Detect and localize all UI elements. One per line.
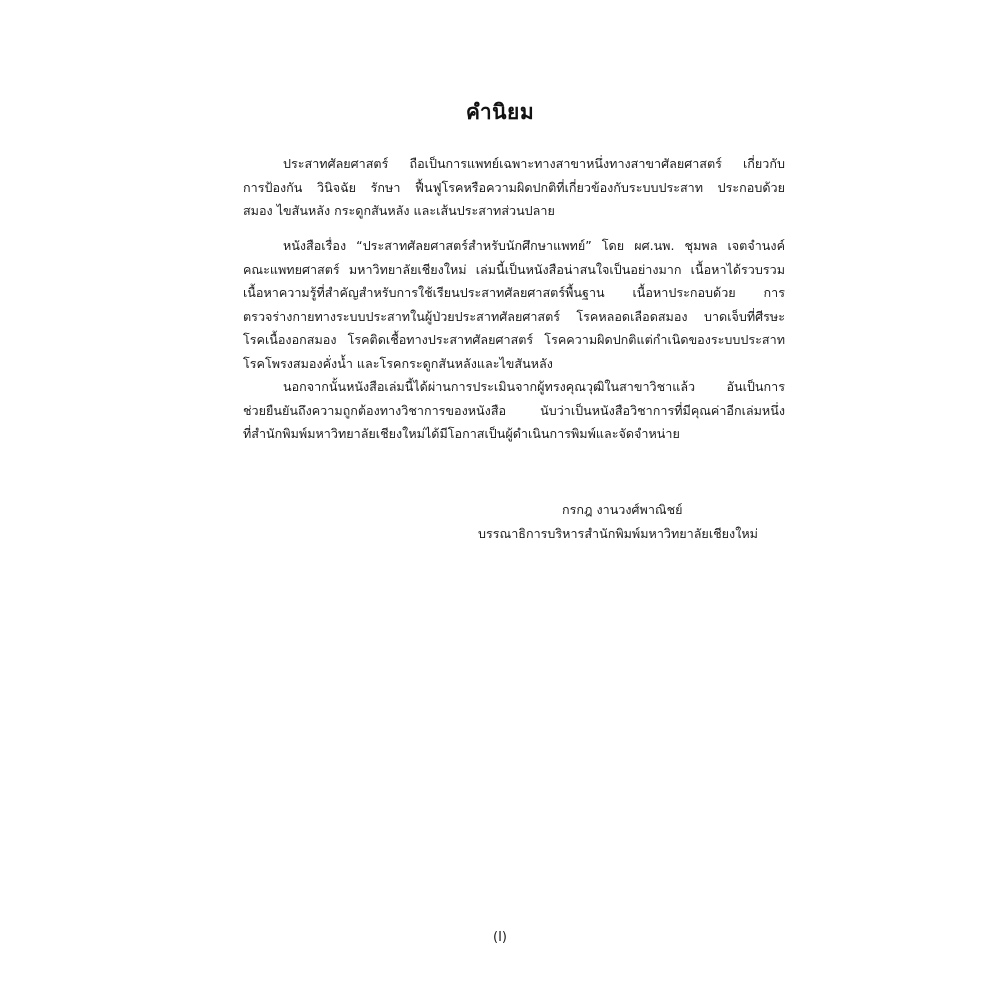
paragraph-line: ตรวจร่างกายทางระบบประสาทในผู้ป่วยประสาทศัลยศาสตร์ โรคหลอดเลือดสมอง บาดเจ็บที่ศีรษะ — [243, 308, 785, 324]
page-number: (I) — [493, 930, 507, 945]
paragraph-line: โรคเนื้องอกสมอง โรคติดเชื้อทางประสาทศัลยศาสตร์ โรคความผิดปกติแต่กำเนิดของระบบประสาท — [243, 332, 785, 347]
paragraph-line: คณะแพทยศาสตร์ มหาวิทยาลัยเชียงใหม่ เล่มนี้เป็นหนังสือน่าสนใจเป็นอย่างมาก เนื้อหาได้รวบรวม — [243, 261, 785, 277]
paragraph-line: สมอง ไขสันหลัง กระดูกสันหลัง และเส้นประสาทส่วนปลาย — [243, 203, 555, 218]
paragraph-line: โรคโพรงสมองคั่งน้ำ และโรคกระดูกสันหลังและไขสันหลัง — [243, 355, 553, 371]
signature-block — [478, 498, 798, 546]
paragraph-3 — [243, 375, 785, 446]
paragraph-line: การป้องกัน วินิจฉัย รักษา ฟื้นฟูโรคหรือความผิดปกติที่เกี่ยวข้องกับระบบประสาท ประกอบด้วย — [243, 179, 785, 195]
paragraph-2 — [243, 234, 785, 375]
paragraph-line: หนังสือเรื่อง “ประสาทศัลยศาสตร์สำหรับนักศึกษาแพทย์” โดย ผศ.นพ. ชุมพล เจตจำนงค์ — [283, 238, 785, 253]
paragraph-line: ที่สำนักพิมพ์มหาวิทยาลัยเชียงใหม่ได้มีโอกาสเป็นผู้ดำเนินการพิมพ์และจัดจำหน่าย — [243, 426, 680, 441]
paragraph-line: ประสาทศัลยศาสตร์ ถือเป็นการแพทย์เฉพาะทางสาขาหนึ่งทางสาขาศัลยศาสตร์ เกี่ยวกับ — [283, 156, 785, 171]
paragraph-line: นอกจากนั้นหนังสือเล่มนี้ได้ผ่านการประเมินจากผู้ทรงคุณวุฒิในสาขาวิชาแล้ว อันเป็นการ — [283, 379, 785, 394]
page-title: คำนิยม — [465, 100, 535, 124]
signature-name: กรกฎ งานวงศ์พาณิชย์ — [562, 502, 683, 517]
signature-role: บรรณาธิการบริหารสำนักพิมพ์มหาวิทยาลัยเชียงใหม่ — [478, 526, 758, 541]
paragraph-line: เนื้อหาความรู้ที่สำคัญสำหรับการใช้เรียนประสาทศัลยศาสตร์พื้นฐาน เนื้อหาประกอบด้วย การ — [243, 285, 785, 300]
paragraph-line: ช่วยยืนยันถึงความถูกต้องทางวิชาการของหนังสือ นับว่าเป็นหนังสือวิชาการที่มีคุณค่าอีกเล่มหนึ่ง — [243, 402, 785, 418]
paragraph-1 — [243, 152, 785, 223]
